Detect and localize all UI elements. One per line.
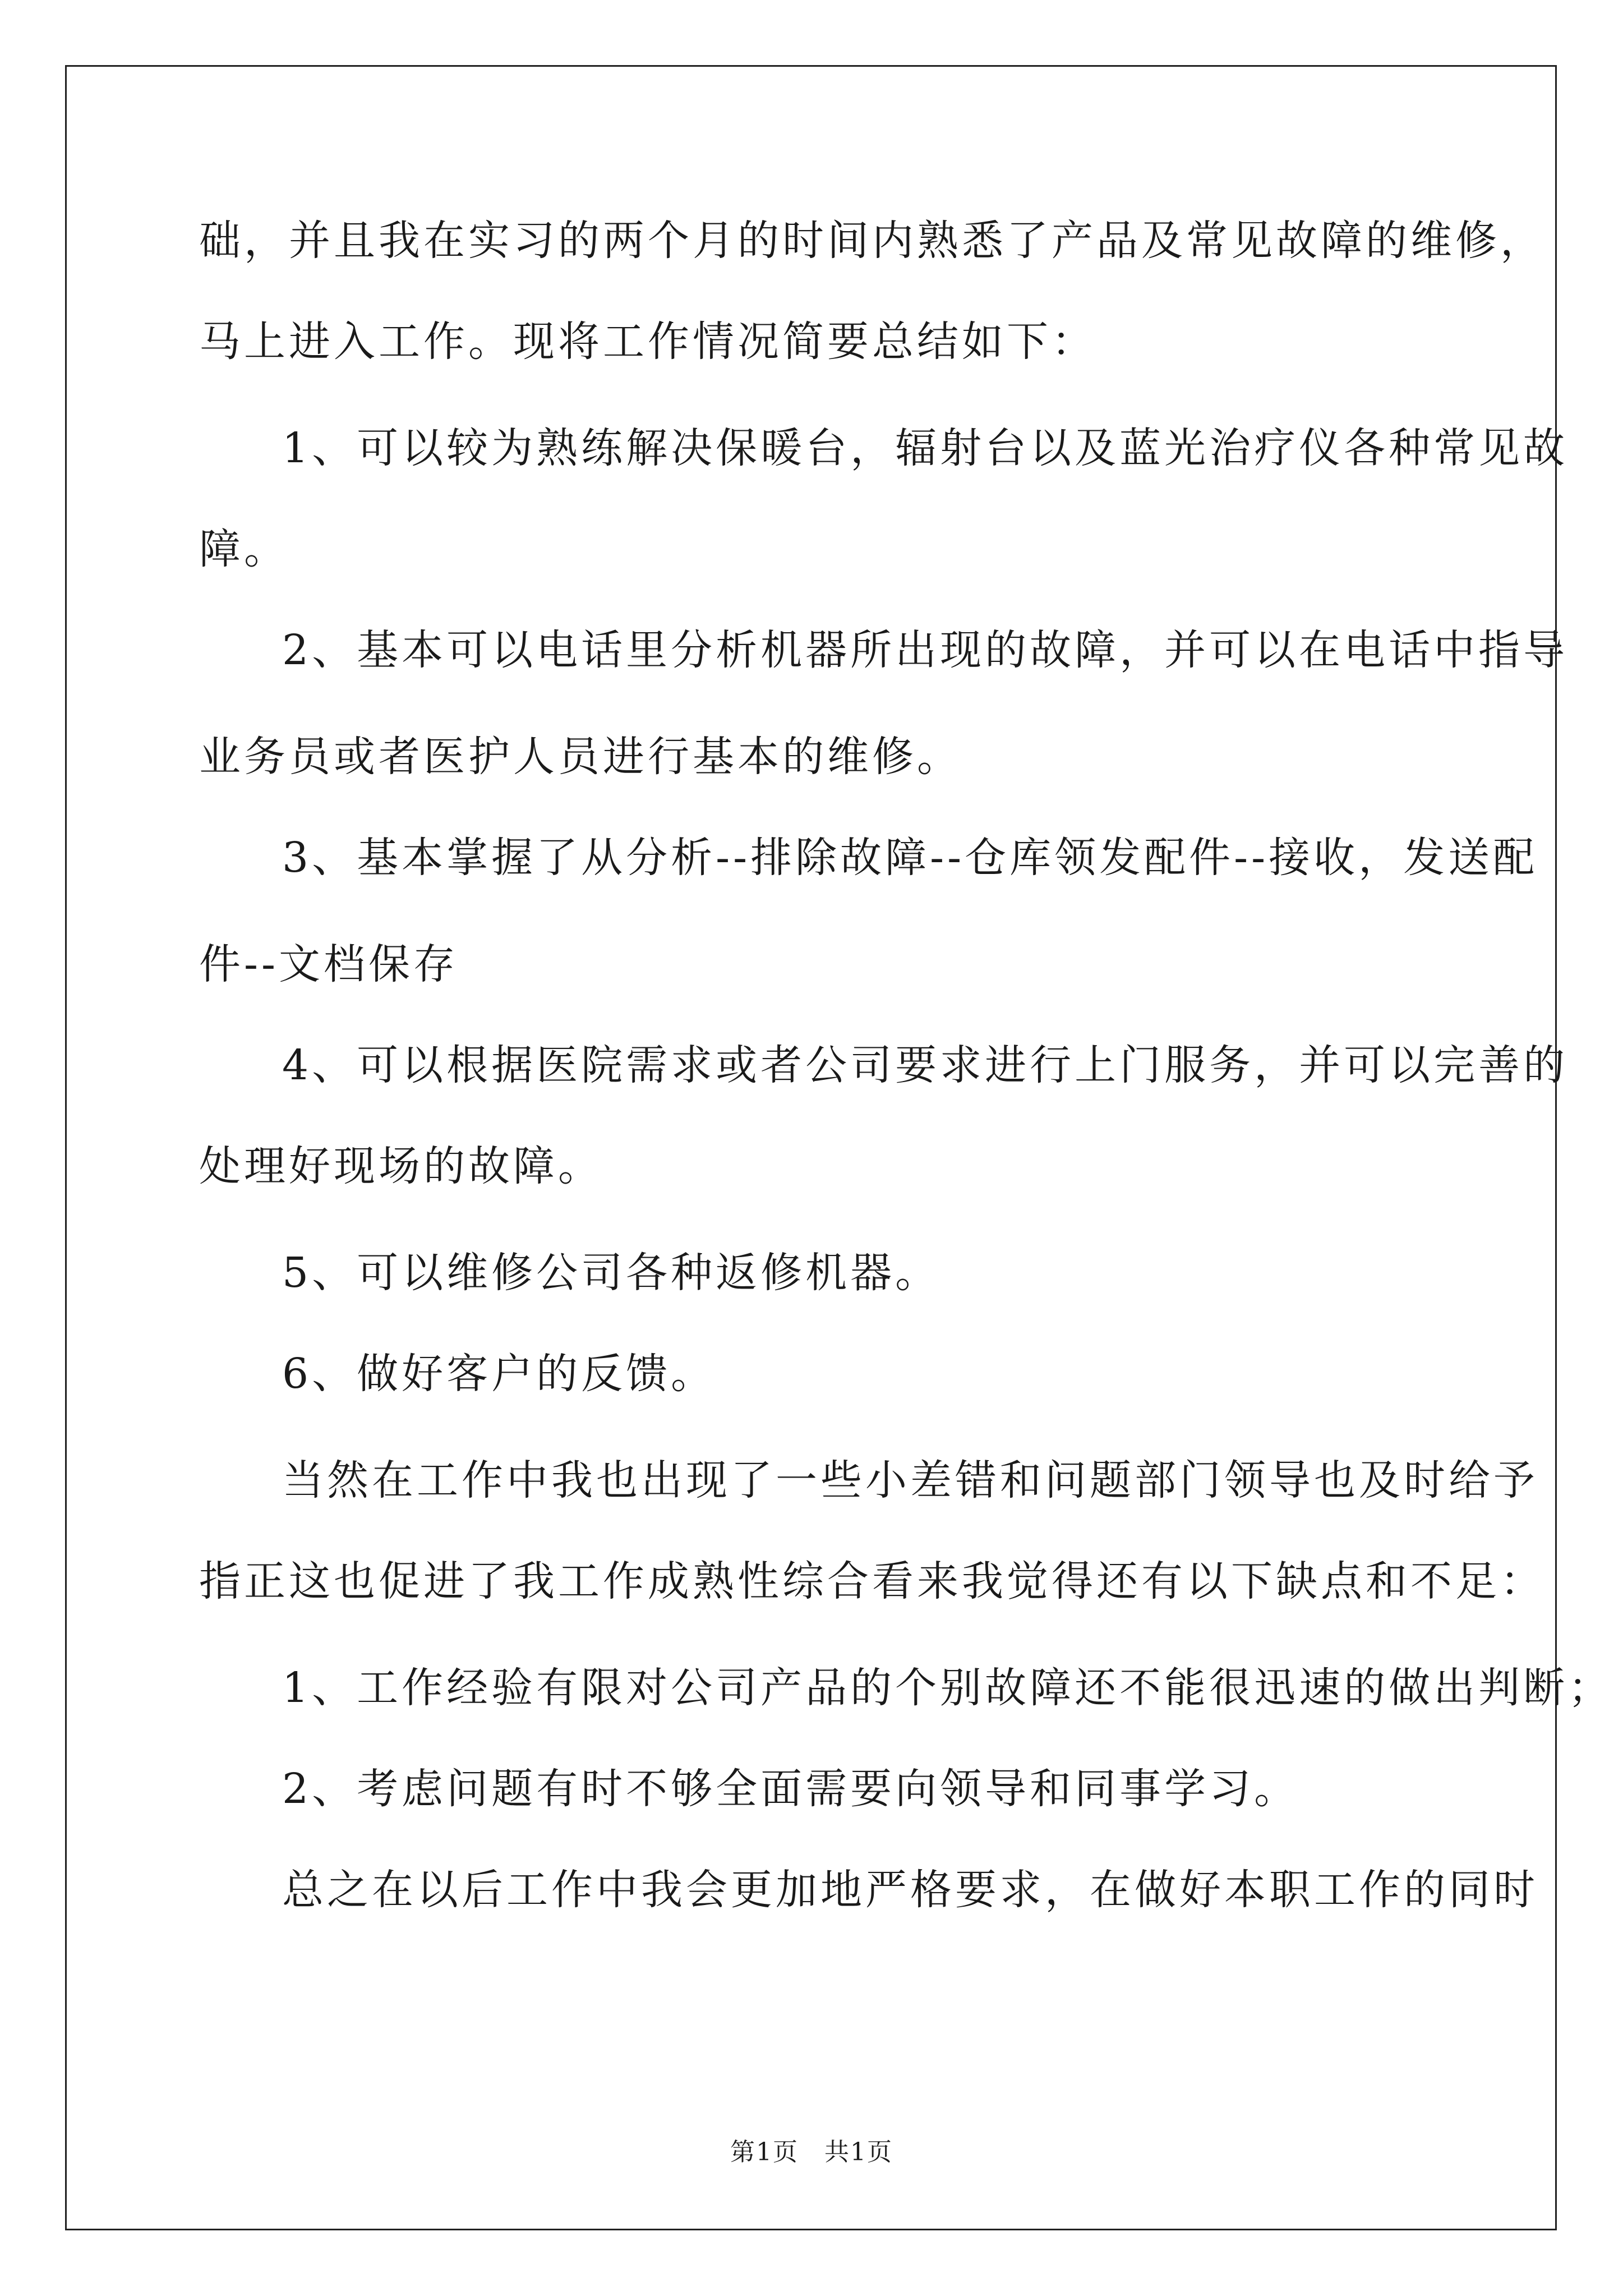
page-number: 第1页 — [730, 2138, 799, 2166]
text-line: 2、基本可以电话里分析机器所出现的故障，并可以在电话中指导 — [282, 626, 1569, 674]
page-footer — [0, 2132, 1623, 2168]
text-line: 础，并且我在实习的两个月的时间内熟悉了产品及常见故障的维修， — [199, 217, 1545, 265]
text-line: 当然在工作中我也出现了一些小差错和问题部门领导也及时给予 — [282, 1456, 1538, 1504]
text-line: 1、可以较为熟练解决保暖台，辐射台以及蓝光治疗仪各种常见故 — [282, 424, 1569, 472]
text-line: 马上进入工作。现将工作情况简要总结如下： — [199, 318, 1096, 366]
text-line: 业务员或者医护人员进行基本的维修。 — [199, 733, 962, 781]
text-line: 5、可以维修公司各种返修机器。 — [282, 1249, 940, 1297]
text-line: 处理好现场的故障。 — [199, 1142, 603, 1190]
text-line: 1、工作经验有限对公司产品的个别故障还不能很迅速的做出判断； — [282, 1664, 1613, 1712]
page-total: 共1页 — [824, 2138, 893, 2166]
text-line: 指正这也促进了我工作成熟性综合看来我觉得还有以下缺点和不足： — [199, 1557, 1545, 1605]
text-line: 总之在以后工作中我会更加地严格要求，在做好本职工作的同时 — [282, 1866, 1538, 1914]
text-line: 2、考虑问题有时不够全面需要向领导和同事学习。 — [282, 1765, 1299, 1813]
text-line: 件--文档保存 — [199, 940, 459, 988]
text-line: 6、做好客户的反馈。 — [282, 1350, 716, 1398]
text-line: 障。 — [199, 525, 289, 573]
text-line: 4、可以根据医院需求或者公司要求进行上门服务，并可以完善的 — [282, 1041, 1569, 1089]
text-line: 3、基本掌握了从分析--排除故障--仓库领发配件--接收，发送配 — [282, 834, 1538, 882]
